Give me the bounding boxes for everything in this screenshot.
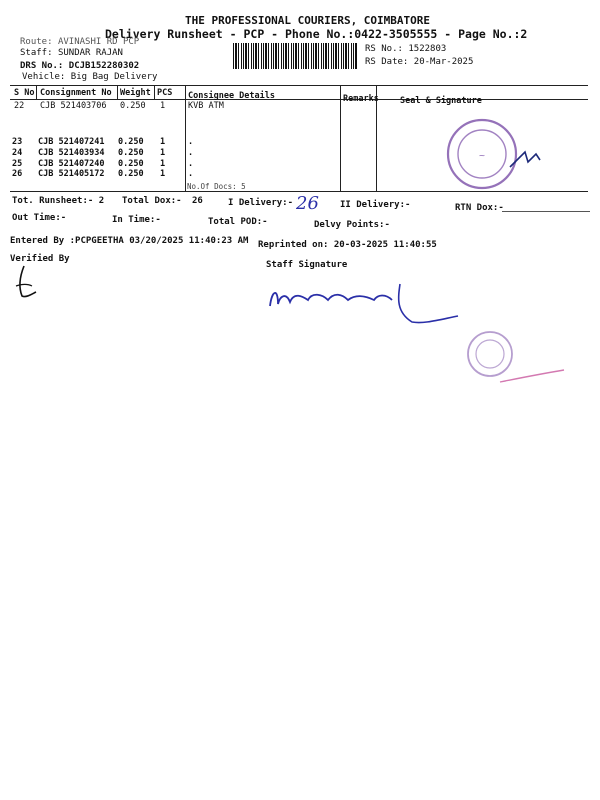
tot-runsheet: Tot. Runsheet:- 2 [12,196,105,206]
cell-sno: 22 [14,101,25,111]
total-dox-label: Total Dox:- [122,196,182,206]
cell-weight: 0.250 [120,101,146,111]
i-delivery-label: I Delivery:- [228,198,294,208]
rs-date-row [365,57,473,67]
cell-pcs: 1 [160,148,166,158]
staff-signature-label: Staff Signature [266,260,348,270]
table-header-border [10,99,588,100]
bottom-stamp-icon [460,320,570,390]
i-delivery-handwritten: 26 [296,193,319,214]
route-label: Route: [20,37,53,47]
col-header-remarks: Remarks [343,94,379,104]
cell-consignee: . [188,148,194,158]
cell-consignee: KVB ATM [188,101,224,111]
col-divider [154,85,155,99]
rs-no-row [365,44,446,54]
drs-label: DRS No.: [20,61,64,71]
rs-date-label: RS Date: [365,57,409,67]
vehicle-label: Vehicle: [22,72,66,82]
col-divider [117,85,118,99]
staff-signature-icon [262,272,462,332]
total-pod-label: Total POD:- [208,217,268,227]
cell-pcs: 1 [160,169,166,179]
col-header-pcs: PCS [157,88,173,98]
staff-row [20,48,123,58]
cell-weight: 0.250 [118,148,144,158]
seal-stamp-icon [440,112,560,192]
in-time-label: In Time:- [112,215,161,225]
cell-consignee: . [188,159,194,169]
cell-weight: 0.250 [118,159,144,169]
delvy-points-label: Delvy Points:- [314,220,390,230]
rtn-underline [502,211,590,212]
cell-consignment: CJB 521405172 [38,169,105,179]
table-row [14,101,224,111]
col-divider [340,85,341,191]
cell-consignment: CJB 521407241 [38,137,105,147]
staff-value: SUNDAR RAJAN [57,48,123,58]
ii-delivery-label: II Delivery:- [340,200,411,210]
table-row [12,148,193,158]
col-divider [36,85,37,99]
verified-signature-icon [10,262,40,302]
rs-date-value: 20-Mar-2025 [413,57,474,67]
col-header-weight: Weight [120,88,151,98]
cell-consignment: CJB 521403706 [40,101,107,111]
cell-pcs: 1 [160,101,166,111]
cell-sno: 23 [12,137,23,147]
rtn-dox-label: RTN Dox:- [455,203,504,213]
cell-weight: 0.250 [118,137,144,147]
out-time-label: Out Time:- [12,213,67,223]
table-row [12,169,193,179]
col-header-sno: S No [14,88,35,98]
cell-consignee: . [188,169,194,179]
company-name: THE PROFESSIONAL COURIERS, COIMBATORE [185,14,431,27]
barcode-image [233,43,358,69]
cell-consignee: . [188,137,194,147]
drs-row [20,61,139,71]
table-row [12,159,193,169]
staff-label: Staff: [20,48,53,58]
cell-pcs: 1 [160,159,166,169]
col-header-consignee: Consignee Details [188,91,275,101]
docs-count: No.Of Docs: 5 [187,182,246,191]
drs-value: DCJB152280302 [68,61,140,71]
cell-weight: 0.250 [118,169,144,179]
route-row [20,37,139,47]
table-top-border [10,85,588,86]
cell-sno: 26 [12,169,23,179]
rs-no-value: 1522803 [408,44,447,54]
col-header-seal: Seal & Signature [400,96,482,106]
svg-text:~: ~ [478,151,486,160]
entered-by: Entered By :PCPGEETHA 03/20/2025 11:40:23 AM [10,236,249,246]
table-row [12,137,193,147]
vehicle-row [22,72,157,82]
route-value: AVINASHI RD PCP [57,37,140,47]
vehicle-value: Big Bag Delivery [70,72,158,82]
col-header-consignment: Consignment No [40,88,112,98]
cell-pcs: 1 [160,137,166,147]
cell-sno: 24 [12,148,23,158]
rs-no-label: RS No.: [365,44,403,54]
reprinted-on: Reprinted on: 20-03-2025 11:40:55 [258,240,437,250]
cell-sno: 25 [12,159,23,169]
total-dox-value: 26 [192,196,203,206]
cell-consignment: CJB 521403934 [38,148,105,158]
cell-consignment: CJB 521407240 [38,159,105,169]
verified-by-label: Verified By [10,254,70,264]
runsheet-title: Delivery Runsheet - PCP - Phone No.:0422-3505555 - Page No.:2 [105,27,528,41]
